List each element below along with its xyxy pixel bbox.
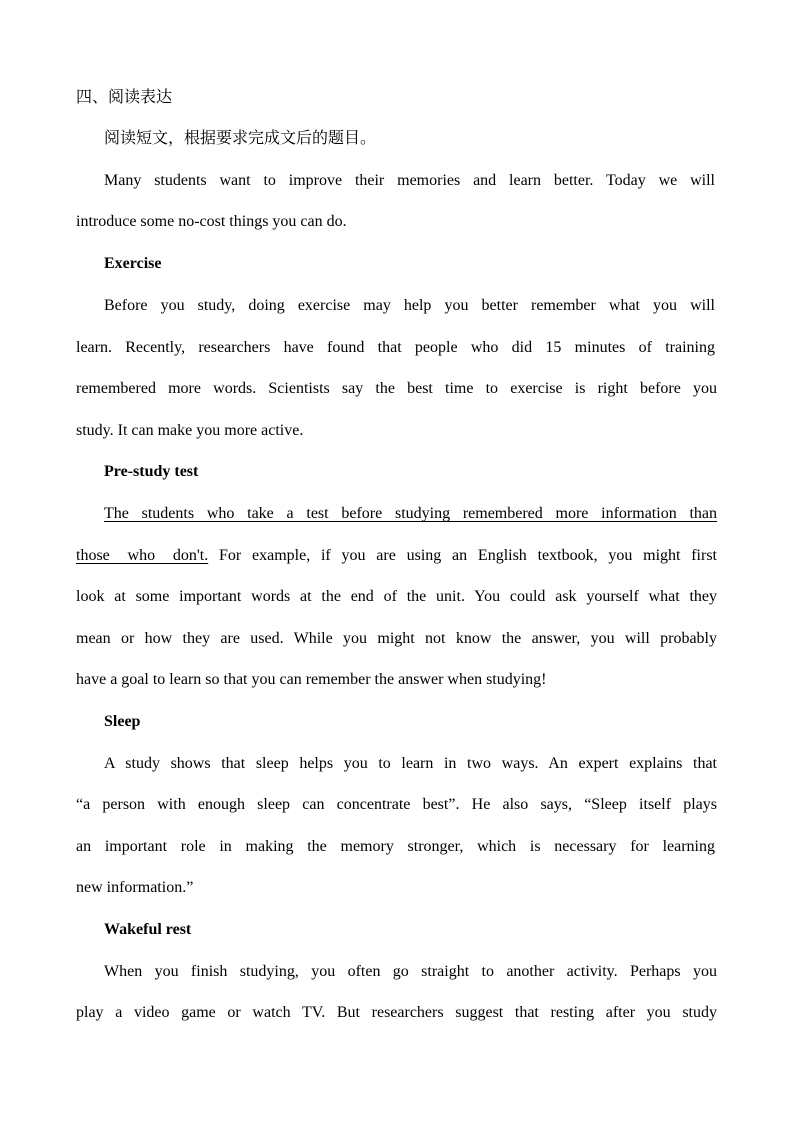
sleep-line-2: “a person with enough sleep can concentrate best”. He also says, “Sleep itself plays [76,796,717,813]
prestudy-line-5: have a goal to learn so that you can remember the answer when studying! [76,671,547,688]
intro-line-2: introduce some no-cost things you can do. [76,213,347,230]
intro-line-1: Many students want to improve their memories and learn better. Today we will [104,172,715,189]
section-title: 四、阅读表达 [76,89,173,106]
prestudy-line-3: look at some important words at the end of the unit. You could ask yourself what they [76,588,717,605]
sleep-heading: Sleep [104,713,141,730]
instruction-text: 阅读短文，根据要求完成文后的题目。 [104,130,377,147]
wakeful-heading: Wakeful rest [104,921,192,938]
prestudy-underlined-end: those who don't. [76,547,209,564]
exercise-heading: Exercise [104,255,162,272]
exercise-line-1: Before you study, doing exercise may help you better remember what you will [104,297,715,314]
wakeful-line-2: play a video game or watch TV. But researchers suggest that resting after you study [76,1004,717,1021]
exercise-line-3: remembered more words. Scientists say the best time to exercise is right before you [76,380,717,397]
prestudy-line-4: mean or how they are used. While you might not know the answer, you will probably [76,630,717,647]
prestudy-line-1: The students who take a test before studying remembered more information than [104,505,717,522]
exercise-line-2: learn. Recently, researchers have found that people who did 15 minutes of training [76,339,715,356]
wakeful-line-1: When you finish studying, you often go straight to another activity. Perhaps you [104,963,717,980]
sleep-line-4: new information.” [76,879,194,896]
prestudy-line-2 [76,546,717,566]
prestudy-heading: Pre-study test [104,463,199,480]
sleep-line-1: A study shows that sleep helps you to learn in two ways. An expert explains that [104,755,717,772]
sleep-line-3: an important role in making the memory stronger, which is necessary for learning [76,838,715,855]
exercise-line-4: study. It can make you more active. [76,422,304,439]
prestudy-line-2-rest: For example, if you are using an English textbook, you might first [208,547,718,564]
